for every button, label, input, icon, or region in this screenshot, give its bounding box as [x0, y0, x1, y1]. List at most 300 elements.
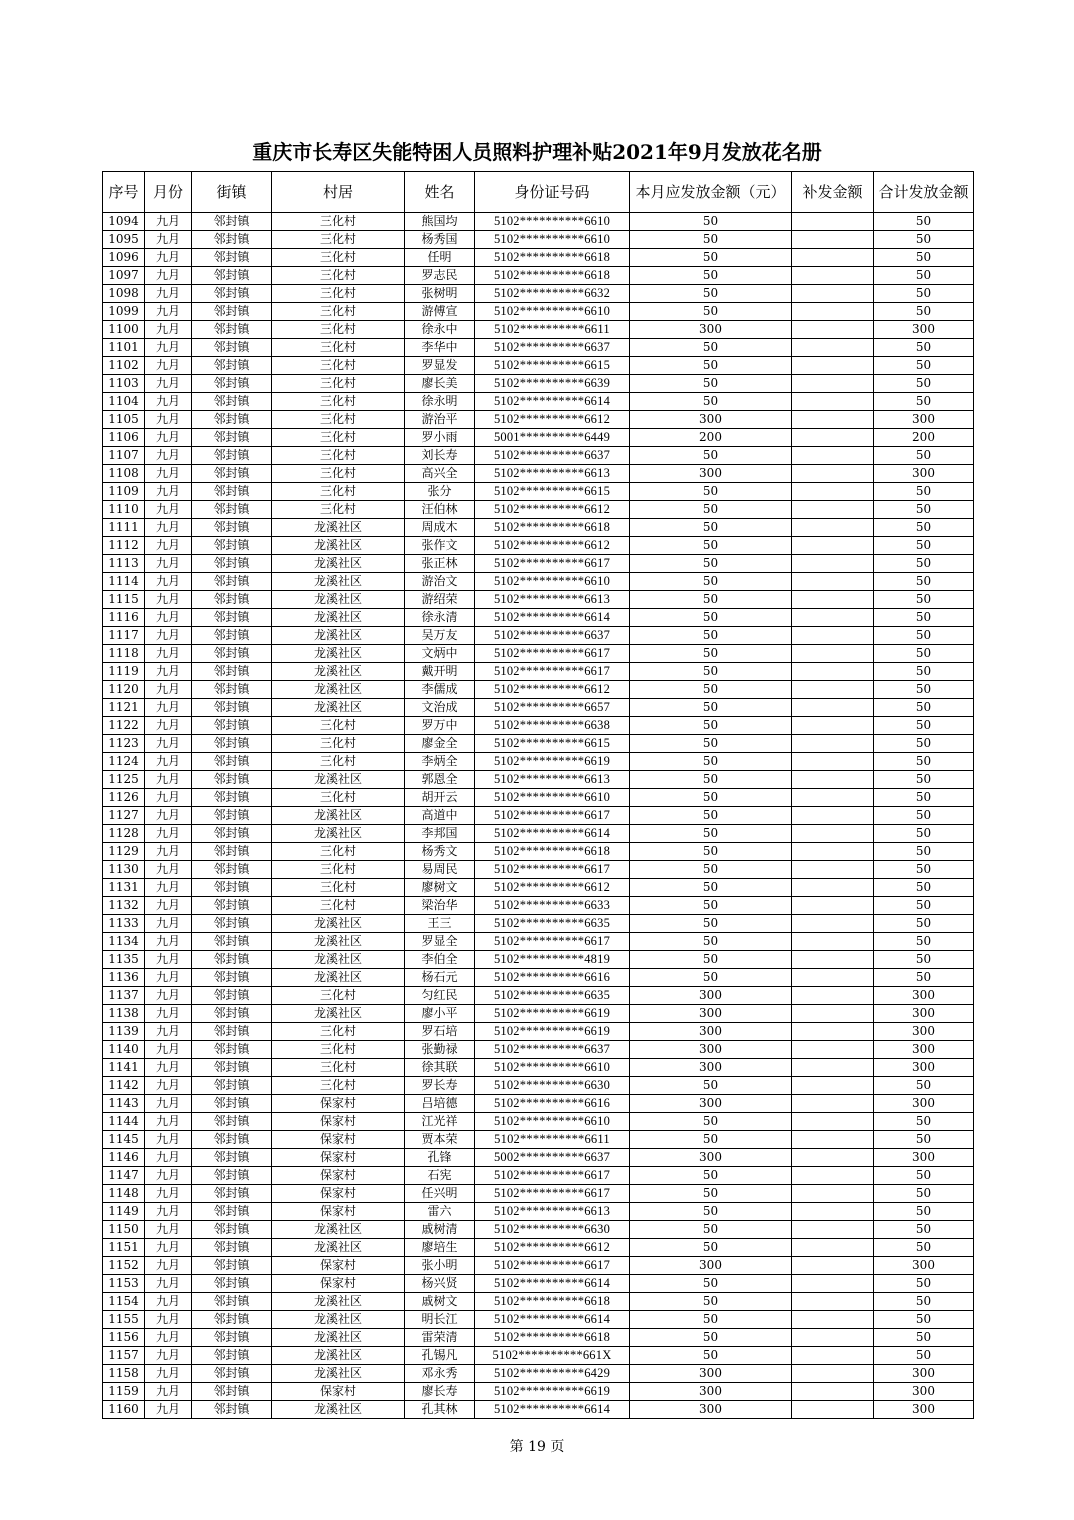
name-cell: 徐永中	[405, 321, 475, 339]
village-cell: 三化村	[272, 987, 405, 1005]
total-amount-cell: 50	[874, 303, 974, 321]
town-cell: 邻封镇	[192, 879, 272, 897]
name-cell: 孔其林	[405, 1401, 475, 1419]
village-cell: 龙溪社区	[272, 537, 405, 555]
id-number-cell: 5102**********6637	[475, 339, 630, 357]
town-cell: 邻封镇	[192, 645, 272, 663]
serial-cell: 1112	[103, 537, 145, 555]
reissue-amount-cell	[792, 1005, 874, 1023]
table-row	[103, 573, 974, 591]
reissue-amount-cell	[792, 753, 874, 771]
village-cell: 保家村	[272, 1275, 405, 1293]
town-cell: 邻封镇	[192, 789, 272, 807]
table-row	[103, 753, 974, 771]
serial-cell: 1129	[103, 843, 145, 861]
reissue-amount-cell	[792, 285, 874, 303]
month-cell: 九月	[145, 1311, 192, 1329]
monthly-amount-cell: 300	[630, 1023, 792, 1041]
name-cell: 罗小雨	[405, 429, 475, 447]
month-cell: 九月	[145, 1023, 192, 1041]
village-cell: 龙溪社区	[272, 915, 405, 933]
name-cell: 游治平	[405, 411, 475, 429]
id-number-cell: 5102**********6429	[475, 1365, 630, 1383]
total-amount-cell: 50	[874, 339, 974, 357]
reissue-amount-cell	[792, 645, 874, 663]
name-cell: 匀红民	[405, 987, 475, 1005]
serial-cell: 1148	[103, 1185, 145, 1203]
reissue-amount-cell	[792, 411, 874, 429]
monthly-amount-cell: 50	[630, 591, 792, 609]
header-cell: 姓名	[405, 172, 475, 213]
total-amount-cell: 50	[874, 699, 974, 717]
table-row	[103, 969, 974, 987]
month-cell: 九月	[145, 933, 192, 951]
monthly-amount-cell: 50	[630, 789, 792, 807]
total-amount-cell: 50	[874, 1131, 974, 1149]
town-cell: 邻封镇	[192, 465, 272, 483]
reissue-amount-cell	[792, 1221, 874, 1239]
month-cell: 九月	[145, 573, 192, 591]
total-amount-cell: 300	[874, 1041, 974, 1059]
month-cell: 九月	[145, 843, 192, 861]
monthly-amount-cell: 50	[630, 1239, 792, 1257]
id-number-cell: 5102**********6617	[475, 663, 630, 681]
total-amount-cell: 50	[874, 627, 974, 645]
table-row	[103, 825, 974, 843]
total-amount-cell: 50	[874, 1347, 974, 1365]
table-row	[103, 771, 974, 789]
table-row	[103, 519, 974, 537]
reissue-amount-cell	[792, 807, 874, 825]
name-cell: 吴万友	[405, 627, 475, 645]
monthly-amount-cell: 50	[630, 213, 792, 231]
total-amount-cell: 300	[874, 1365, 974, 1383]
total-amount-cell: 50	[874, 1113, 974, 1131]
name-cell: 汪伯林	[405, 501, 475, 519]
monthly-amount-cell: 50	[630, 771, 792, 789]
month-cell: 九月	[145, 285, 192, 303]
village-cell: 龙溪社区	[272, 591, 405, 609]
serial-cell: 1157	[103, 1347, 145, 1365]
reissue-amount-cell	[792, 1059, 874, 1077]
total-amount-cell: 50	[874, 663, 974, 681]
total-amount-cell: 50	[874, 483, 974, 501]
id-number-cell: 5102**********6610	[475, 1113, 630, 1131]
monthly-amount-cell: 50	[630, 357, 792, 375]
monthly-amount-cell: 300	[630, 987, 792, 1005]
serial-cell: 1160	[103, 1401, 145, 1419]
town-cell: 邻封镇	[192, 1293, 272, 1311]
month-cell: 九月	[145, 699, 192, 717]
name-cell: 高道中	[405, 807, 475, 825]
monthly-amount-cell: 50	[630, 573, 792, 591]
total-amount-cell: 50	[874, 447, 974, 465]
month-cell: 九月	[145, 1293, 192, 1311]
id-number-cell: 5102**********6610	[475, 231, 630, 249]
table-row	[103, 555, 974, 573]
table-row	[103, 807, 974, 825]
total-amount-cell: 300	[874, 465, 974, 483]
name-cell: 徐永明	[405, 393, 475, 411]
serial-cell: 1107	[103, 447, 145, 465]
village-cell: 龙溪社区	[272, 1401, 405, 1419]
month-cell: 九月	[145, 1005, 192, 1023]
reissue-amount-cell	[792, 915, 874, 933]
id-number-cell: 5102**********6630	[475, 1221, 630, 1239]
monthly-amount-cell: 50	[630, 861, 792, 879]
table-row	[103, 987, 974, 1005]
reissue-amount-cell	[792, 231, 874, 249]
total-amount-cell: 50	[874, 1275, 974, 1293]
name-cell: 孔锡凡	[405, 1347, 475, 1365]
name-cell: 游绍荣	[405, 591, 475, 609]
serial-cell: 1126	[103, 789, 145, 807]
monthly-amount-cell: 50	[630, 645, 792, 663]
month-cell: 九月	[145, 861, 192, 879]
town-cell: 邻封镇	[192, 321, 272, 339]
village-cell: 三化村	[272, 897, 405, 915]
table-row	[103, 483, 974, 501]
name-cell: 李华中	[405, 339, 475, 357]
name-cell: 江光祥	[405, 1113, 475, 1131]
month-cell: 九月	[145, 501, 192, 519]
id-number-cell: 5102**********6615	[475, 483, 630, 501]
monthly-amount-cell: 50	[630, 285, 792, 303]
id-number-cell: 5102**********6619	[475, 1383, 630, 1401]
id-number-cell: 5102**********6635	[475, 987, 630, 1005]
reissue-amount-cell	[792, 699, 874, 717]
total-amount-cell: 50	[874, 825, 974, 843]
total-amount-cell: 50	[874, 1239, 974, 1257]
table-row	[103, 843, 974, 861]
serial-cell: 1117	[103, 627, 145, 645]
monthly-amount-cell: 50	[630, 537, 792, 555]
reissue-amount-cell	[792, 627, 874, 645]
total-amount-cell: 50	[874, 1077, 974, 1095]
table-row	[103, 789, 974, 807]
serial-cell: 1125	[103, 771, 145, 789]
total-amount-cell: 300	[874, 321, 974, 339]
name-cell: 罗显发	[405, 357, 475, 375]
monthly-amount-cell: 300	[630, 1257, 792, 1275]
village-cell: 保家村	[272, 1149, 405, 1167]
monthly-amount-cell: 50	[630, 879, 792, 897]
serial-cell: 1109	[103, 483, 145, 501]
reissue-amount-cell	[792, 1383, 874, 1401]
reissue-amount-cell	[792, 519, 874, 537]
town-cell: 邻封镇	[192, 1383, 272, 1401]
name-cell: 廖小平	[405, 1005, 475, 1023]
village-cell: 保家村	[272, 1131, 405, 1149]
id-number-cell: 5102**********6635	[475, 915, 630, 933]
table-row	[103, 951, 974, 969]
reissue-amount-cell	[792, 429, 874, 447]
town-cell: 邻封镇	[192, 447, 272, 465]
village-cell: 三化村	[272, 303, 405, 321]
monthly-amount-cell: 50	[630, 339, 792, 357]
town-cell: 邻封镇	[192, 663, 272, 681]
town-cell: 邻封镇	[192, 1041, 272, 1059]
town-cell: 邻封镇	[192, 735, 272, 753]
village-cell: 龙溪社区	[272, 825, 405, 843]
name-cell: 李伯全	[405, 951, 475, 969]
reissue-amount-cell	[792, 465, 874, 483]
total-amount-cell: 300	[874, 1383, 974, 1401]
town-cell: 邻封镇	[192, 699, 272, 717]
month-cell: 九月	[145, 411, 192, 429]
reissue-amount-cell	[792, 1185, 874, 1203]
reissue-amount-cell	[792, 357, 874, 375]
table-row	[103, 285, 974, 303]
id-number-cell: 5102**********6615	[475, 735, 630, 753]
table-row	[103, 357, 974, 375]
town-cell: 邻封镇	[192, 897, 272, 915]
serial-cell: 1156	[103, 1329, 145, 1347]
town-cell: 邻封镇	[192, 501, 272, 519]
town-cell: 邻封镇	[192, 1059, 272, 1077]
reissue-amount-cell	[792, 1365, 874, 1383]
table-row	[103, 537, 974, 555]
table-row	[103, 915, 974, 933]
village-cell: 龙溪社区	[272, 699, 405, 717]
monthly-amount-cell: 50	[630, 1293, 792, 1311]
town-cell: 邻封镇	[192, 231, 272, 249]
monthly-amount-cell: 50	[630, 555, 792, 573]
serial-cell: 1113	[103, 555, 145, 573]
name-cell: 雷六	[405, 1203, 475, 1221]
month-cell: 九月	[145, 1383, 192, 1401]
reissue-amount-cell	[792, 1167, 874, 1185]
monthly-amount-cell: 50	[630, 717, 792, 735]
reissue-amount-cell	[792, 1113, 874, 1131]
reissue-amount-cell	[792, 987, 874, 1005]
name-cell: 戚树文	[405, 1293, 475, 1311]
reissue-amount-cell	[792, 879, 874, 897]
monthly-amount-cell: 50	[630, 447, 792, 465]
table-row	[103, 681, 974, 699]
village-cell: 三化村	[272, 861, 405, 879]
total-amount-cell: 50	[874, 933, 974, 951]
month-cell: 九月	[145, 1239, 192, 1257]
table-row	[103, 1383, 974, 1401]
month-cell: 九月	[145, 213, 192, 231]
month-cell: 九月	[145, 303, 192, 321]
reissue-amount-cell	[792, 735, 874, 753]
month-cell: 九月	[145, 1365, 192, 1383]
monthly-amount-cell: 50	[630, 915, 792, 933]
serial-cell: 1118	[103, 645, 145, 663]
id-number-cell: 5102**********6618	[475, 519, 630, 537]
total-amount-cell: 50	[874, 231, 974, 249]
serial-cell: 1144	[103, 1113, 145, 1131]
town-cell: 邻封镇	[192, 1131, 272, 1149]
name-cell: 文治成	[405, 699, 475, 717]
id-number-cell: 5102**********661X	[475, 1347, 630, 1365]
village-cell: 三化村	[272, 879, 405, 897]
monthly-amount-cell: 50	[630, 267, 792, 285]
id-number-cell: 5102**********6610	[475, 213, 630, 231]
village-cell: 三化村	[272, 843, 405, 861]
village-cell: 三化村	[272, 447, 405, 465]
id-number-cell: 5102**********6611	[475, 1131, 630, 1149]
total-amount-cell: 50	[874, 357, 974, 375]
total-amount-cell: 50	[874, 951, 974, 969]
total-amount-cell: 300	[874, 1095, 974, 1113]
table-row	[103, 1311, 974, 1329]
month-cell: 九月	[145, 357, 192, 375]
total-amount-cell: 50	[874, 645, 974, 663]
town-cell: 邻封镇	[192, 1221, 272, 1239]
monthly-amount-cell: 50	[630, 1113, 792, 1131]
town-cell: 邻封镇	[192, 393, 272, 411]
serial-cell: 1094	[103, 213, 145, 231]
monthly-amount-cell: 50	[630, 735, 792, 753]
id-number-cell: 5102**********6613	[475, 771, 630, 789]
table-row	[103, 1203, 974, 1221]
total-amount-cell: 50	[874, 537, 974, 555]
village-cell: 三化村	[272, 429, 405, 447]
village-cell: 三化村	[272, 483, 405, 501]
monthly-amount-cell: 50	[630, 843, 792, 861]
month-cell: 九月	[145, 717, 192, 735]
total-amount-cell: 50	[874, 1329, 974, 1347]
serial-cell: 1146	[103, 1149, 145, 1167]
id-number-cell: 5102**********6617	[475, 861, 630, 879]
village-cell: 龙溪社区	[272, 1239, 405, 1257]
total-amount-cell: 50	[874, 393, 974, 411]
name-cell: 罗志民	[405, 267, 475, 285]
id-number-cell: 5002**********6637	[475, 1149, 630, 1167]
name-cell: 张正林	[405, 555, 475, 573]
header-cell: 补发金额	[792, 172, 874, 213]
table-row	[103, 1329, 974, 1347]
village-cell: 龙溪社区	[272, 555, 405, 573]
total-amount-cell: 50	[874, 879, 974, 897]
month-cell: 九月	[145, 825, 192, 843]
reissue-amount-cell	[792, 303, 874, 321]
serial-cell: 1116	[103, 609, 145, 627]
table-row	[103, 303, 974, 321]
id-number-cell: 5102**********6611	[475, 321, 630, 339]
name-cell: 周成木	[405, 519, 475, 537]
reissue-amount-cell	[792, 1149, 874, 1167]
total-amount-cell: 50	[874, 753, 974, 771]
table-row	[103, 861, 974, 879]
month-cell: 九月	[145, 1131, 192, 1149]
id-number-cell: 5102**********6616	[475, 1095, 630, 1113]
serial-cell: 1105	[103, 411, 145, 429]
town-cell: 邻封镇	[192, 807, 272, 825]
serial-cell: 1155	[103, 1311, 145, 1329]
serial-cell: 1139	[103, 1023, 145, 1041]
serial-cell: 1110	[103, 501, 145, 519]
total-amount-cell: 50	[874, 897, 974, 915]
reissue-amount-cell	[792, 771, 874, 789]
table-row	[103, 501, 974, 519]
reissue-amount-cell	[792, 591, 874, 609]
header-cell: 本月应发放金额（元）	[630, 172, 792, 213]
id-number-cell: 5102**********6617	[475, 933, 630, 951]
table-row	[103, 1023, 974, 1041]
reissue-amount-cell	[792, 1257, 874, 1275]
name-cell: 张作文	[405, 537, 475, 555]
village-cell: 三化村	[272, 1077, 405, 1095]
id-number-cell: 5102**********6617	[475, 1185, 630, 1203]
month-cell: 九月	[145, 591, 192, 609]
name-cell: 徐其联	[405, 1059, 475, 1077]
monthly-amount-cell: 50	[630, 807, 792, 825]
serial-cell: 1134	[103, 933, 145, 951]
total-amount-cell: 50	[874, 555, 974, 573]
name-cell: 杨兴贤	[405, 1275, 475, 1293]
serial-cell: 1104	[103, 393, 145, 411]
table-row	[103, 447, 974, 465]
town-cell: 邻封镇	[192, 1095, 272, 1113]
monthly-amount-cell: 50	[630, 231, 792, 249]
reissue-amount-cell	[792, 1203, 874, 1221]
name-cell: 易周民	[405, 861, 475, 879]
monthly-amount-cell: 50	[630, 501, 792, 519]
table-row	[103, 897, 974, 915]
town-cell: 邻封镇	[192, 573, 272, 591]
village-cell: 龙溪社区	[272, 627, 405, 645]
table-row	[103, 1221, 974, 1239]
table-row	[103, 879, 974, 897]
id-number-cell: 5102**********6637	[475, 447, 630, 465]
total-amount-cell: 50	[874, 375, 974, 393]
total-amount-cell: 50	[874, 1293, 974, 1311]
monthly-amount-cell: 50	[630, 627, 792, 645]
serial-cell: 1108	[103, 465, 145, 483]
id-number-cell: 5102**********6639	[475, 375, 630, 393]
reissue-amount-cell	[792, 1077, 874, 1095]
name-cell: 邓永秀	[405, 1365, 475, 1383]
name-cell: 贾本荣	[405, 1131, 475, 1149]
name-cell: 胡开云	[405, 789, 475, 807]
serial-cell: 1103	[103, 375, 145, 393]
total-amount-cell: 50	[874, 519, 974, 537]
reissue-amount-cell	[792, 375, 874, 393]
table-row	[103, 1347, 974, 1365]
month-cell: 九月	[145, 1167, 192, 1185]
village-cell: 龙溪社区	[272, 609, 405, 627]
total-amount-cell: 300	[874, 1257, 974, 1275]
id-number-cell: 5102**********6610	[475, 573, 630, 591]
id-number-cell: 5102**********6614	[475, 1401, 630, 1419]
month-cell: 九月	[145, 1149, 192, 1167]
serial-cell: 1128	[103, 825, 145, 843]
village-cell: 龙溪社区	[272, 519, 405, 537]
monthly-amount-cell: 50	[630, 753, 792, 771]
serial-cell: 1115	[103, 591, 145, 609]
monthly-amount-cell: 50	[630, 1347, 792, 1365]
town-cell: 邻封镇	[192, 969, 272, 987]
town-cell: 邻封镇	[192, 771, 272, 789]
village-cell: 保家村	[272, 1257, 405, 1275]
monthly-amount-cell: 50	[630, 609, 792, 627]
page-number: 第 19 页	[509, 1439, 565, 1455]
table-body	[103, 213, 974, 1419]
serial-cell: 1100	[103, 321, 145, 339]
name-cell: 文炳中	[405, 645, 475, 663]
header-cell: 合计发放金额	[874, 172, 974, 213]
total-amount-cell: 50	[874, 843, 974, 861]
month-cell: 九月	[145, 231, 192, 249]
total-amount-cell: 50	[874, 591, 974, 609]
name-cell: 戴开明	[405, 663, 475, 681]
id-number-cell: 5102**********6610	[475, 303, 630, 321]
serial-cell: 1127	[103, 807, 145, 825]
